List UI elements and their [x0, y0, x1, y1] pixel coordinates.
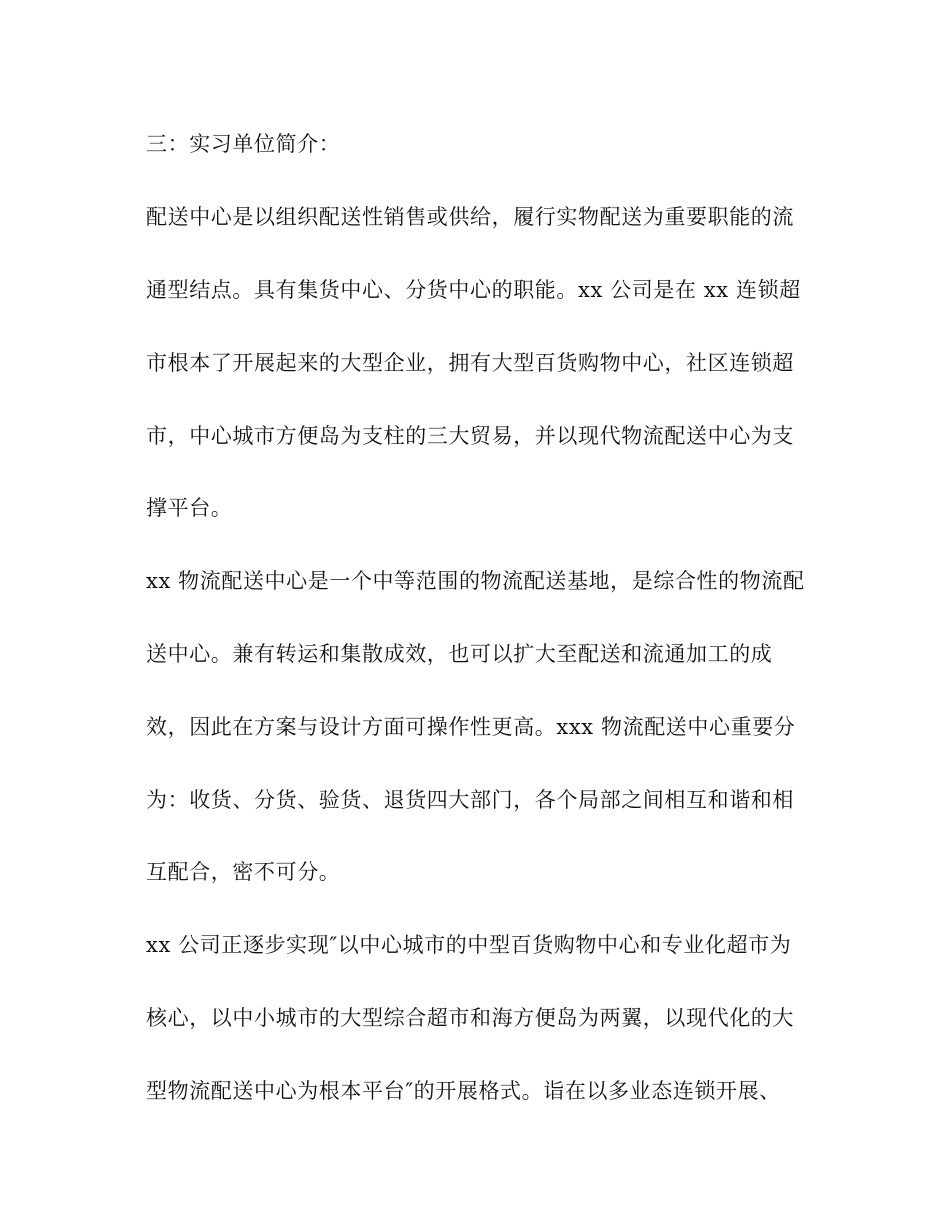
paragraph-line: 撑平台。: [146, 496, 233, 520]
paragraph-line: 市根本了开展起来的大型企业，拥有大型百货购物中心，社区连锁超: [146, 351, 794, 375]
paragraph-line: 通型结点。具有集货中心、分货中心的职能。xx 公司是在 xx 连锁超: [146, 278, 801, 302]
paragraph-line: xx 公司正逐步实现″以中心城市的中型百货购物中心和专业化超市为: [146, 933, 792, 957]
paragraph-line: 效，因此在方案与设计方面可操作性更高。xxx 物流配送中心重要分: [146, 715, 796, 739]
section-heading: 三：实习单位简介：: [146, 132, 341, 156]
paragraph-line: 为：收货、分货、验货、退货四大部门，各个局部之间相互和谐和相: [146, 788, 794, 812]
paragraph-line: xx 物流配送中心是一个中等范围的物流配送基地，是综合性的物流配: [146, 569, 805, 593]
paragraph-line: 送中心。兼有转运和集散成效，也可以扩大至配送和流通加工的成: [146, 642, 773, 666]
paragraph-line: 型物流配送中心为根本平台″的开展格式。诣在以多业态连锁开展、: [146, 1079, 781, 1103]
paragraph-line: 核心，以中小城市的大型综合超市和海方便岛为两翼，以现代化的大: [146, 1006, 794, 1030]
paragraph-line: 市，中心城市方便岛为支柱的三大贸易，并以现代物流配送中心为支: [146, 424, 794, 448]
paragraph-line: 配送中心是以组织配送性销售或供给，履行实物配送为重要职能的流: [146, 205, 794, 229]
paragraph-line: 互配合，密不可分。: [146, 860, 341, 884]
